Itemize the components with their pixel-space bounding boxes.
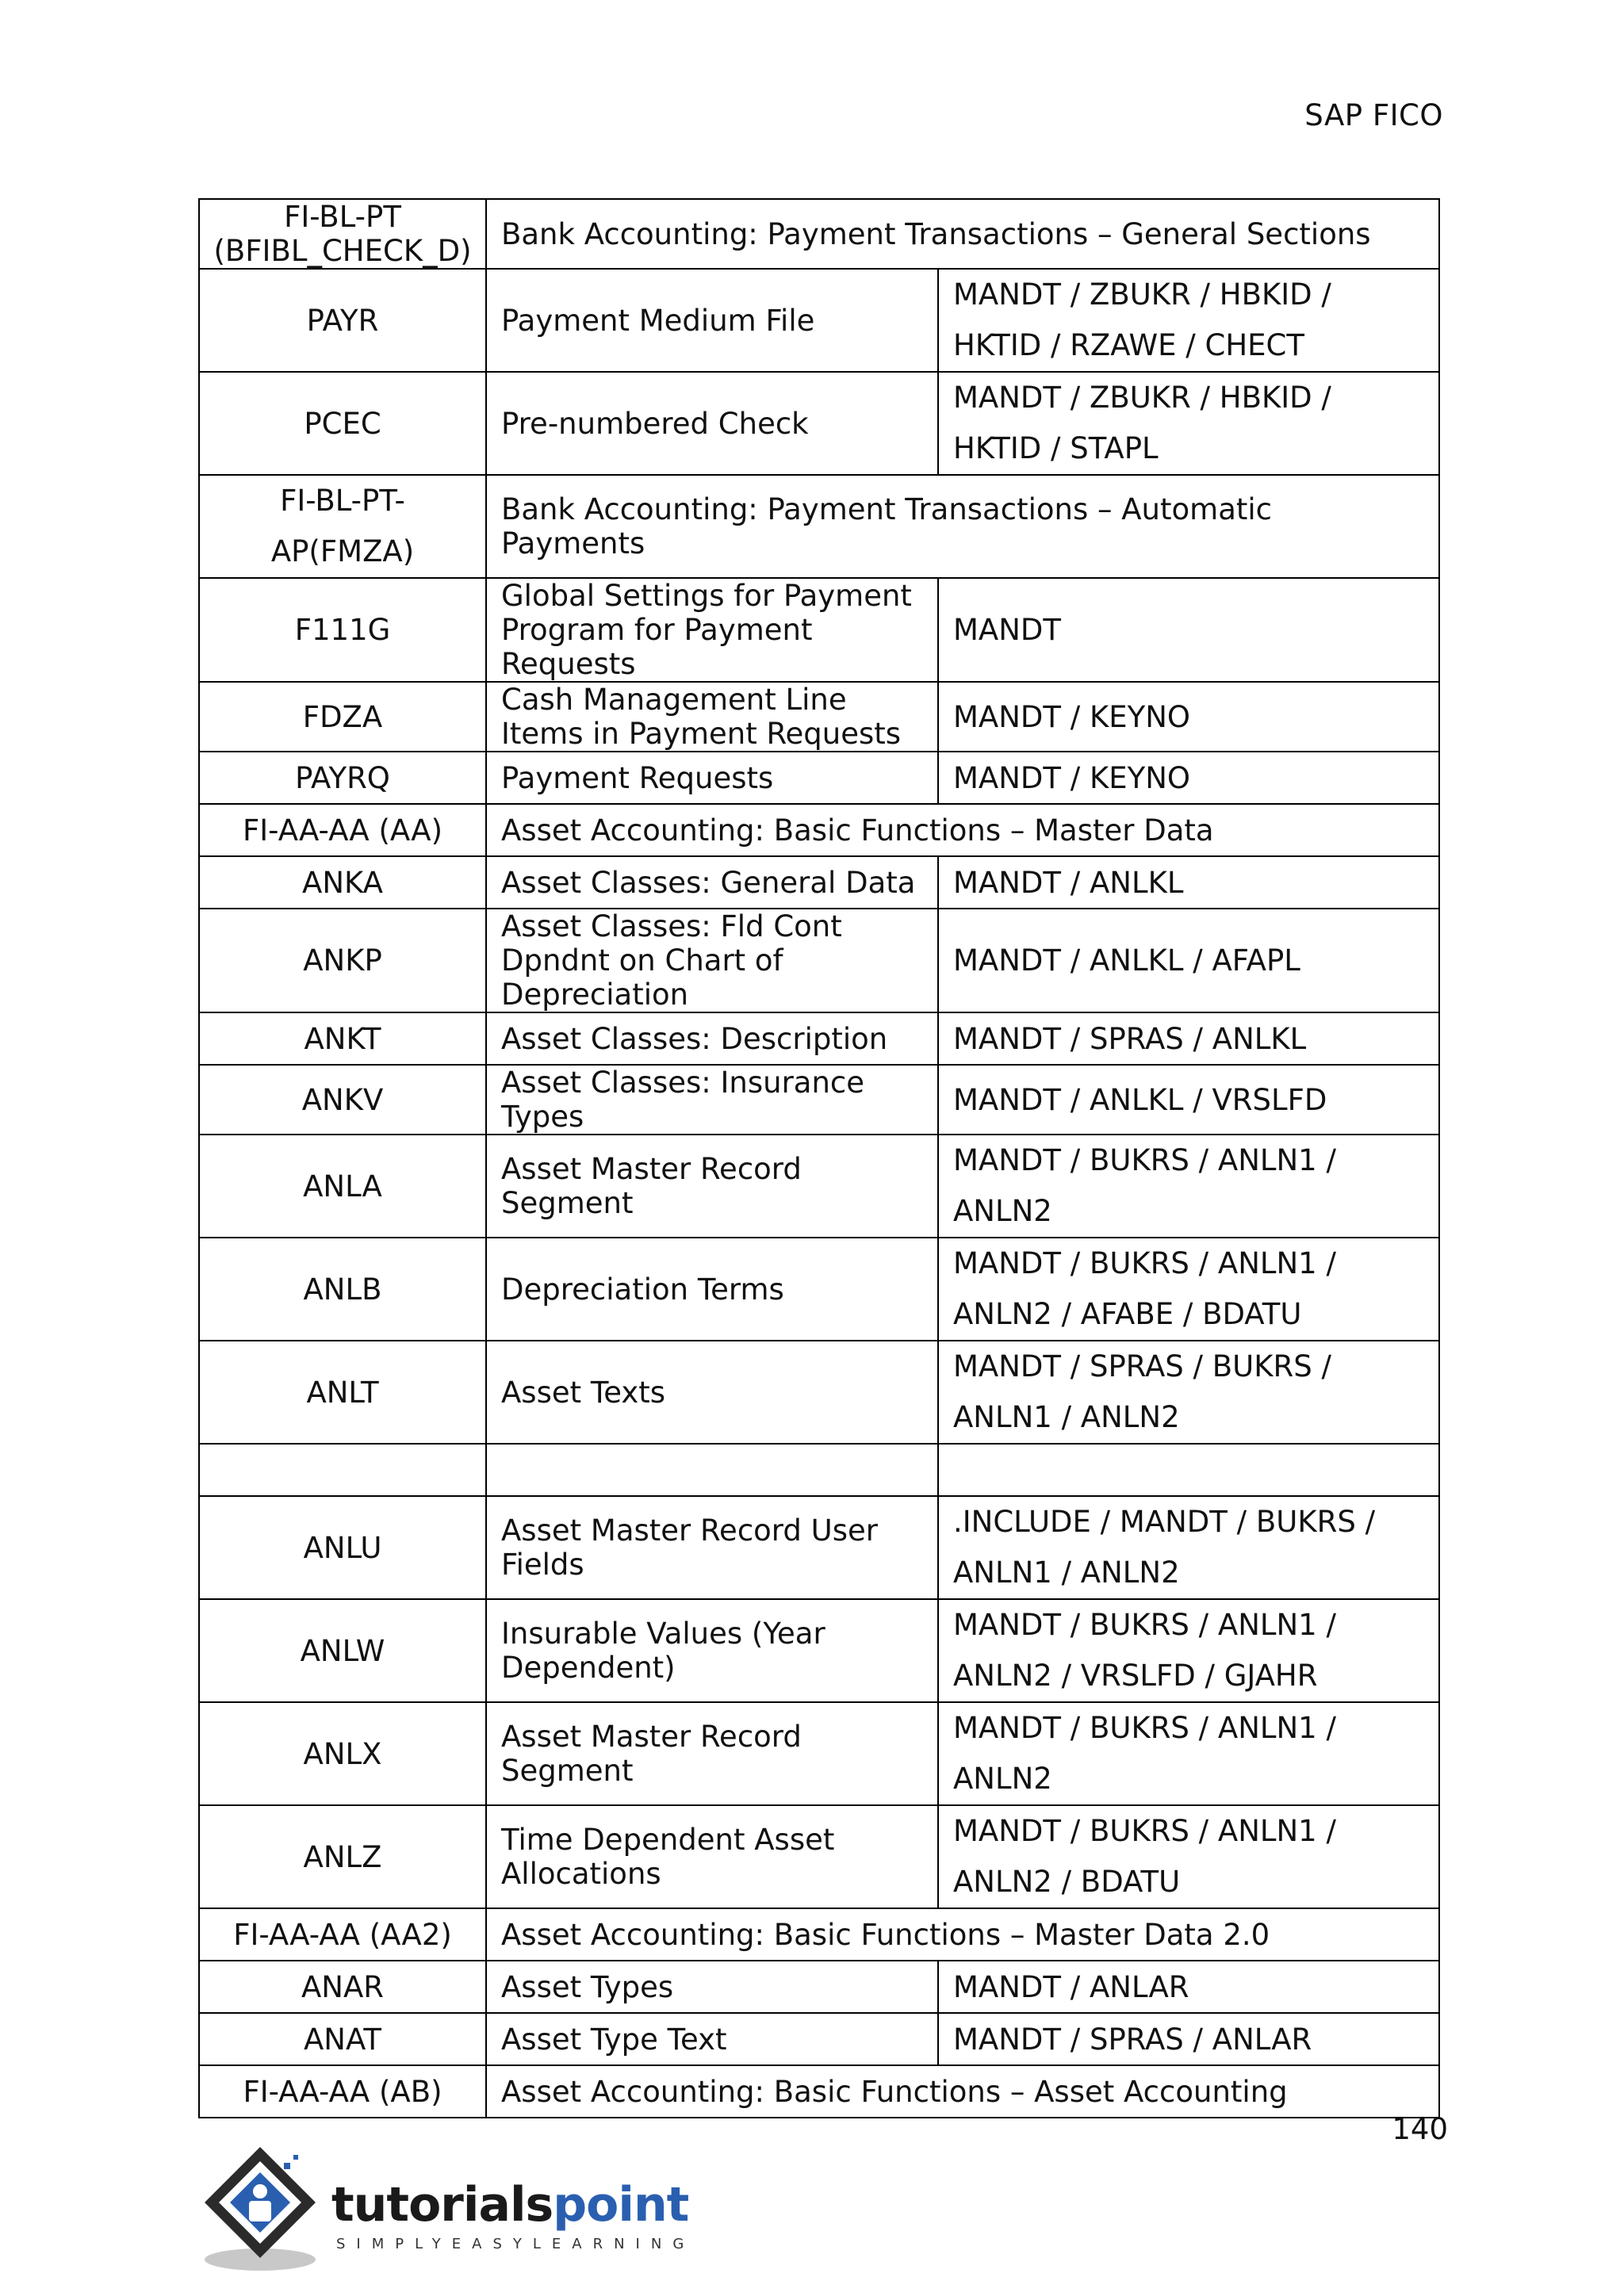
logo-wordmark: tutorialspoint — [331, 2177, 689, 2233]
table-row — [199, 1961, 1439, 2013]
table-row — [199, 856, 1439, 909]
key-line: MANDT / ZBUKR / HBKID / — [953, 381, 1331, 415]
key-line: MANDT / ANLKL / VRSLFD — [953, 1082, 1327, 1117]
section-title-cell: Bank Accounting: Payment Transactions – General Sections — [486, 199, 1439, 269]
logo-diamond-icon — [197, 2141, 331, 2275]
table-desc-cell: Pre-numbered Check — [486, 372, 938, 475]
table-code-cell: ANKV — [199, 1065, 486, 1135]
section-row — [199, 804, 1439, 856]
table-desc-cell — [486, 1444, 938, 1496]
table-desc-cell: Asset Classes: Description — [486, 1012, 938, 1065]
table-row — [199, 1805, 1439, 1908]
table-keys-cell — [938, 1238, 1439, 1341]
key-line: ANLN2 / AFABE / BDATU — [953, 1297, 1302, 1331]
table-row — [199, 269, 1439, 372]
table-row — [199, 1065, 1439, 1135]
key-line: ANLN2 — [953, 1762, 1052, 1796]
key-line: MANDT / ZBUKR / HBKID / — [953, 277, 1331, 312]
table-code-cell: ANLB — [199, 1238, 486, 1341]
sap-table-list — [198, 198, 1440, 2118]
table-row — [199, 909, 1439, 1012]
table-row — [199, 1135, 1439, 1238]
section-code-line: FI-BL-PT- — [280, 484, 405, 518]
key-line: MANDT — [953, 613, 1062, 647]
table-desc-cell: Depreciation Terms — [486, 1238, 938, 1341]
table-row — [199, 2013, 1439, 2065]
table-code-cell: ANLU — [199, 1496, 486, 1599]
table-keys-cell — [938, 1599, 1439, 1702]
key-line: MANDT / ANLKL / AFAPL — [953, 943, 1300, 978]
table-desc-cell: Asset Master Record Segment — [486, 1135, 938, 1238]
key-line: ANLN2 / VRSLFD / GJAHR — [953, 1659, 1318, 1693]
table-keys-cell — [938, 856, 1439, 909]
table-keys-cell — [938, 1135, 1439, 1238]
logo-tagline: SIMPLYEASYLEARNING — [336, 2236, 695, 2252]
key-line: MANDT / BUKRS / ANLN1 / — [953, 1814, 1336, 1848]
key-line: ANLN1 / ANLN2 — [953, 1556, 1180, 1590]
table-row — [199, 1238, 1439, 1341]
table-desc-cell: Asset Classes: General Data — [486, 856, 938, 909]
table-code-cell — [199, 2065, 486, 2118]
table-keys-cell — [938, 578, 1439, 682]
key-line: MANDT / BUKRS / ANLN1 / — [953, 1143, 1336, 1177]
table-code-cell: ANKT — [199, 1012, 486, 1065]
table-desc-cell: Cash Management Line Items in Payment Requests — [486, 682, 938, 752]
section-code-line: FI-AA-AA (AB) — [243, 2074, 442, 2109]
table-code-cell: PAYRQ — [199, 752, 486, 804]
table-row — [199, 1496, 1439, 1599]
section-row — [199, 475, 1439, 578]
table-desc-cell: Global Settings for Payment Program for Payment Requests — [486, 578, 938, 682]
table-desc-cell: Asset Type Text — [486, 2013, 938, 2065]
key-line: MANDT / KEYNO — [953, 760, 1191, 795]
section-row — [199, 1908, 1439, 1961]
table-row — [199, 372, 1439, 475]
table-code-cell: PAYR — [199, 269, 486, 372]
table-desc-cell: Payment Medium File — [486, 269, 938, 372]
table-keys-cell — [938, 752, 1439, 804]
table-keys-cell — [938, 1496, 1439, 1599]
key-line: HKTID / STAPL — [953, 431, 1159, 465]
key-line: MANDT / ANLAR — [953, 1969, 1189, 2004]
key-line: MANDT / ANLKL — [953, 865, 1184, 900]
table-desc-cell: Asset Master Record User Fields — [486, 1496, 938, 1599]
key-line: MANDT / KEYNO — [953, 699, 1191, 734]
section-row — [199, 2065, 1439, 2118]
key-line: MANDT / BUKRS / ANLN1 / — [953, 1246, 1336, 1280]
table-code-cell: FDZA — [199, 682, 486, 752]
table-row — [199, 1702, 1439, 1805]
table-desc-cell: Asset Classes: Fld Cont Dpndnt on Chart of Depreciation — [486, 909, 938, 1012]
key-line: HKTID / RZAWE / CHECT — [953, 328, 1304, 362]
table-desc-cell: Insurable Values (Year Dependent) — [486, 1599, 938, 1702]
table-keys-cell — [938, 1012, 1439, 1065]
header-title: SAP FICO — [1304, 98, 1443, 132]
table-row — [199, 1444, 1439, 1496]
key-line: ANLN2 — [953, 1194, 1052, 1228]
section-code-line: (BFIBL_CHECK_D) — [213, 234, 472, 268]
key-line: ANLN1 / ANLN2 — [953, 1400, 1180, 1434]
table-row — [199, 1341, 1439, 1444]
table-code-cell — [199, 475, 486, 578]
table-code-cell: ANKP — [199, 909, 486, 1012]
table-keys-cell — [938, 2013, 1439, 2065]
table-code-cell: ANAT — [199, 2013, 486, 2065]
table-code-cell — [199, 199, 486, 269]
table-keys-cell — [938, 1444, 1439, 1496]
table-code-cell: PCEC — [199, 372, 486, 475]
section-code-line: FI-AA-AA (AA) — [242, 813, 443, 848]
table-row — [199, 682, 1439, 752]
key-line: ANLN2 / BDATU — [953, 1865, 1181, 1899]
section-title-cell: Asset Accounting: Basic Functions – Asset Accounting — [486, 2065, 1439, 2118]
table-keys-cell — [938, 269, 1439, 372]
table-keys-cell — [938, 372, 1439, 475]
section-code-line: FI-BL-PT — [284, 200, 401, 234]
tutorialspoint-logo — [197, 2141, 695, 2283]
table-code-cell: ANLX — [199, 1702, 486, 1805]
table-keys-cell — [938, 682, 1439, 752]
table-code-cell: ANLW — [199, 1599, 486, 1702]
table-keys-cell — [938, 1341, 1439, 1444]
table-desc-cell: Asset Master Record Segment — [486, 1702, 938, 1805]
table-row — [199, 578, 1439, 682]
table-code-cell: ANLZ — [199, 1805, 486, 1908]
key-line: MANDT / SPRAS / ANLKL — [953, 1021, 1307, 1056]
table-code-cell — [199, 1908, 486, 1961]
table-keys-cell — [938, 1065, 1439, 1135]
table-code-cell: F111G — [199, 578, 486, 682]
section-row — [199, 199, 1439, 269]
section-code-line: AP(FMZA) — [270, 534, 415, 568]
table-keys-cell — [938, 1961, 1439, 2013]
section-code-line: FI-AA-AA (AA2) — [233, 1917, 452, 1952]
table-code-cell: ANLT — [199, 1341, 486, 1444]
table-code-cell: ANLA — [199, 1135, 486, 1238]
section-title-cell: Bank Accounting: Payment Transactions – Automatic Payments — [486, 475, 1439, 578]
table-code-cell — [199, 1444, 486, 1496]
key-line: MANDT / SPRAS / ANLAR — [953, 2022, 1312, 2057]
table-row — [199, 752, 1439, 804]
section-title-cell: Asset Accounting: Basic Functions – Master Data — [486, 804, 1439, 856]
table-row — [199, 1012, 1439, 1065]
table-code-cell: ANKA — [199, 856, 486, 909]
table-desc-cell: Payment Requests — [486, 752, 938, 804]
table-desc-cell: Asset Texts — [486, 1341, 938, 1444]
key-line: MANDT / BUKRS / ANLN1 / — [953, 1711, 1336, 1745]
table-row — [199, 1599, 1439, 1702]
section-title-cell: Asset Accounting: Basic Functions – Master Data 2.0 — [486, 1908, 1439, 1961]
table-keys-cell — [938, 1702, 1439, 1805]
key-line: MANDT / BUKRS / ANLN1 / — [953, 1608, 1336, 1642]
table-code-cell: ANAR — [199, 1961, 486, 2013]
page-number: 140 — [1392, 2112, 1448, 2146]
key-line: MANDT / SPRAS / BUKRS / — [953, 1349, 1331, 1383]
table-desc-cell: Asset Classes: Insurance Types — [486, 1065, 938, 1135]
key-line: .INCLUDE / MANDT / BUKRS / — [953, 1505, 1376, 1539]
table-code-cell — [199, 804, 486, 856]
table-desc-cell: Time Dependent Asset Allocations — [486, 1805, 938, 1908]
table-keys-cell — [938, 909, 1439, 1012]
table-desc-cell: Asset Types — [486, 1961, 938, 2013]
table-keys-cell — [938, 1805, 1439, 1908]
